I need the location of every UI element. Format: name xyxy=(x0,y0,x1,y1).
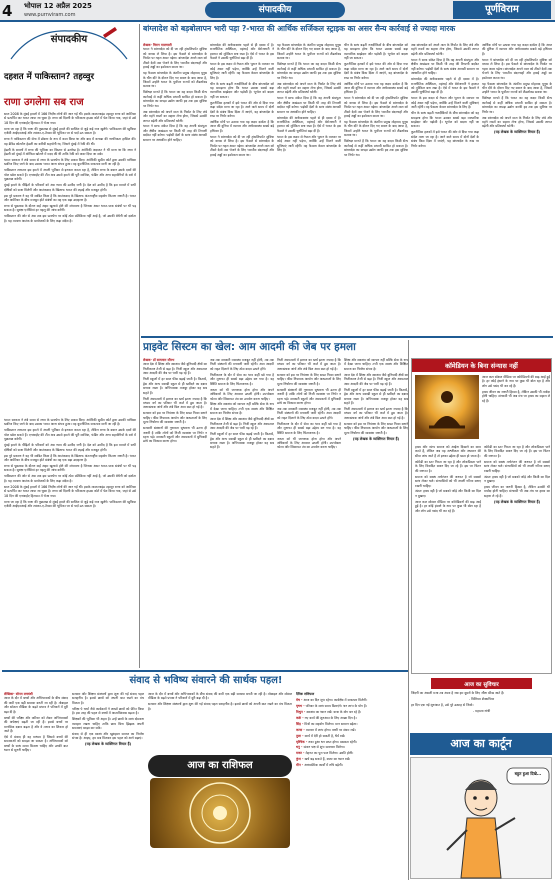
private-col-1 xyxy=(143,358,207,668)
paragraph: कूटनीतिक हलकों में इसे भारत की ओर से दिया गया कड़ा संदेश माना जा रहा है। आने वाले समय में दोनों देशों के संबंध किस दिशा में जाएंगे, यह बांग्लादेश के रुख पर निर्भर करेगा। xyxy=(210,100,274,119)
paragraph: साल 2008 के मुंबई हमलों में 166 निर्दोष लोगों की जान गई थी। इसके मास्टरमाइंड तहव्वुर राणा को अमेरिका से प्रत्यर्पित कर भारत लाया जा चुका है। राणा को दिल्ली के पटियाला हाउस कोर्ट में पेश किया गया, जहां से उसे 18 दिन की एनआईए हिरासत में भेजा गया। xyxy=(4,112,136,125)
thought-author-2: - महात्मा गांधी xyxy=(472,708,491,713)
paragraph: यह फैसला बांग्लादेश के अंतरिम प्रमुख मोहम्मद यूनुस के चीन दौरे के दौरान दिए गए बयान के बाद आया है, जिसमें उन्होंने भारत के पूर्वोत्तर राज्यों को लैंडलॉक्ड बताया था। xyxy=(344,120,408,138)
paragraph: भारत के इस कदम से नेपाल और भूटान के व्यापार पर कोई असर नहीं पड़ेगा, क्योंकि उन्हें मिलने वाली सुविधाएं जारी रहेंगी। यह फैसला केवल बांग्लादेश के लिए है। xyxy=(210,62,274,80)
paragraph: भारत सरकार ने लंबे समय से राणा के प्रत्यर्पण के लिए प्रयास किए। अमेरिकी सुप्रीम कोर्ट द्वारा उसकी याचिका खारिज किए जाने के बाद उसका भारत आना संभव हुआ। यह कूटनीतिक सफलता मानी जा रही है। xyxy=(4,157,136,167)
rashi-item: मकर - मेहनत का पूरा फल मिलेगा। उन्नति होगी। xyxy=(296,751,354,756)
section-divider xyxy=(2,670,408,672)
paragraph: पाकिस्तान की ओर से अब तक इस प्रत्यर्पण पर कोई ठोस प्रतिक्रिया नहीं आई है, जो उसकी बेचैनी को दर्शाता है। यह मामला आतंक के प्रायोजकों के लिए कड़ा संदेश है। xyxy=(4,214,136,223)
paragraph: भारत ने साफ संकेत दिया है कि वह अपनी संप्रभुता और क्षेत्रीय अखंडता पर किसी भी तरह की टिप्पणी बर्दाश्त नहीं करेगा। पड़ोसी देशों के साथ संबंध आपसी सम्मान पर आधारित होने चाहिए। xyxy=(277,96,341,114)
paragraph: शिक्षा और स्वास्थ्य को व्यापार नहीं बल्कि सेवा के रूप में देखा जाना चाहिए। तभी एक स्वस्थ और शिक्षित समाज का निर्माण संभव है। xyxy=(210,402,274,416)
thought-text: जिंदगी का असली मजा तब आता है जब हम दूसरों के लिए जीना सीख जाते हैं। xyxy=(411,691,505,695)
paragraph: मुंबई हमले के पीड़ितों के परिवारों को अब न्याय की उम्मीद जगी है। देश को उम्मीद है कि इस मामले में सभी दोषियों को सजा मिलेगी और आतंकवाद के खिलाफ भारत की लड़ाई और मजबूत होगी। xyxy=(4,443,136,452)
paragraph: ऐसे में संवाद ही वह माध्यम है जिससे बच्चों की समस्याओं को समझा जा सकता है। अभिभावकों को बच्चों के साथ समय बिताना चाहिए और उनकी बात ध्यान से सुननी चाहिए। xyxy=(4,734,68,753)
paragraph: आज देश में शिक्षा और स्वास्थ्य जैसे बुनियादी क्षेत्रों का निजीकरण तेजी से बढ़ा है। निजी स्कूल और अस्पताल आम आदमी की जेब पर भारी पड़ रहे हैं। xyxy=(143,362,207,376)
paragraph: भारत के इस कदम से नेपाल और भूटान के व्यापार पर कोई असर नहीं पड़ेगा, क्योंकि उन्हें मिलने वाली सुविधाएं जारी रहेंगी। यह फैसला केवल बांग्लादेश के लिए है। xyxy=(411,96,479,110)
rashi-item: मीन - आध्यात्मिक कार्यों में रुचि बढ़ेगी। xyxy=(296,763,343,768)
paragraph: बांग्लादेश की अर्थव्यवस्था पहले से ही दबाव में है। राजनीतिक अस्थिरता, महंगाई और बेरोजगारी ने हालात को मुश्किल बना रखा है। ऐसे में भारत के इस फैसले ने उसकी चुनौतियां बढ़ा दी हैं। xyxy=(411,77,479,95)
bangladesh-headline xyxy=(143,24,553,42)
paragraph: बच्चों की परीक्षा और करियर को लेकर अभिभावकों की अपेक्षाएं बढ़ती जा रही हैं। इससे बच्चों पर मानसिक दबाव बढ़ता है और वे तनाव का शिकार हो जाते हैं। xyxy=(4,715,68,733)
private-headline-text: प्राइवेट सिस्टम का खेल: आम आदमी की जेब पर हमला xyxy=(143,341,356,353)
bangladesh-byline: लेखक- विराग मालवाली xyxy=(143,43,172,47)
bangladesh-headline-text: बांग्लादेश को बड़बोलापन भारी पड़ा ?-भारत की आर्थिक सर्जिकल स्ट्राइक का असर सैन्य कार्रवाई से ज्यादा मारक xyxy=(143,24,456,33)
paragraph: आज देश में शिक्षा और स्वास्थ्य जैसे बुनियादी क्षेत्रों का निजीकरण तेजी से बढ़ा है। निजी स्कूल और अस्पताल आम आदमी की जेब पर भारी पड़ रहे हैं। xyxy=(344,372,408,386)
rashi-item: सिंह - मित्रों का सहयोग मिलेगा। मान सम्मान बढ़ेगा। xyxy=(296,721,358,726)
paragraph: आर्थिक मोर्चे पर उठाया गया यह कदम दर्शाता है कि आज की दुनिया में व्यापार और अर्थव्यवस्था सबसे बड़े हथियार हैं। xyxy=(482,43,552,56)
paragraph: सरकार को इस पर नियंत्रण के लिए सख्त नियम बनाने चाहिए। फीस नियामक आयोग और अस्पतालों के लिए मूल्य निर्धारण की व्यवस्था जरूरी है। xyxy=(143,411,207,425)
editorial-logo-text: संपादकीय xyxy=(50,34,88,45)
private-col-2 xyxy=(210,358,274,668)
masthead xyxy=(0,0,555,22)
paragraph: निजीकरण के दौर में सेवा का भाव कहीं खो गया है और मुनाफा ही सबसे बड़ा उद्देश्य बन गया है। यह स्थिति समाज के लिए चिंताजनक है। xyxy=(210,372,274,386)
thought-title: आज का सुविचार xyxy=(431,678,532,689)
thought-text-2: हर दिन एक नई शुरुआत है, उसे पूरे उत्साह से जियो। xyxy=(411,702,474,707)
paragraph: कॉमेडी का स्तर गिरता जा रहा है और लोकप्रियता पाने के लिए विवादित बयान दिए जा रहे हैं। इस पर चिंतन की जरूरत है। xyxy=(415,459,481,473)
meditation-image xyxy=(415,375,479,439)
bangladesh-col-4 xyxy=(344,43,408,335)
paragraph: अब बांग्लादेश को अपने माल के निर्यात के लिए लंबे और महंगे रास्तों का सहारा लेना होगा, जिससे उसकी लागत बढ़ेगी और प्रतिस्पर्धा घटेगी। xyxy=(143,109,207,123)
author-note: (यह लेखक के व्यक्तिगत विचार हैं) xyxy=(84,742,132,747)
rashi-item: वृषभ - परिवार के साथ समय बिताएंगे। धन लाभ के योग हैं। xyxy=(296,703,367,708)
paragraph: पाकिस्तान की ओर से अब तक इस प्रत्यर्पण पर कोई ठोस प्रतिक्रिया नहीं आई है, जो उसकी बेचैनी को दर्शाता है। यह मामला आतंक के प्रायोजकों के लिए कड़ा संदेश है। xyxy=(4,474,136,483)
paragraph: अब बांग्लादेश को अपने माल के निर्यात के लिए लंबे और महंगे रास्तों का सहारा लेना होगा, जिससे उसकी लागत बढ़ेगी और प्रतिस्पर्धा घटेगी। xyxy=(411,43,479,56)
rashi-item: कन्या - व्यापार में लाभ होगा। वाणी पर संयम रखें। xyxy=(296,727,356,732)
comedian-intro xyxy=(482,375,550,443)
rashi-item: तुला - कार्य में देरी हो सकती है, धैर्य रखें। xyxy=(296,733,346,738)
left-article-body-continued xyxy=(4,418,136,666)
paragraph: आज के दौर में बच्चों और अभिभावकों के बीच संवाद की कमी एक बड़ी समस्या बनती जा रही है। मोबाइल और सोशल मीडिया के बढ़ते प्रभाव ने परिवारों में दूरी बढ़ा दी है। xyxy=(148,692,292,701)
newspaper-logo: पूर्णविराम xyxy=(453,1,551,19)
paragraph: चीन के साथ बढ़ती नजदीकियों के बीच बांग्लादेश को यह समझना होगा कि भारत उसका सबसे बड़ा व्यापारिक साझेदार और पड़ोसी है। भूगोल को बदला नहीं जा सकता। xyxy=(344,43,408,61)
paragraph: जब तक सरकारी व्यवस्था मजबूत नहीं होगी, तब तक निजी संस्थानों की मनमानी जारी रहेगी। आम आदमी को राहत दिलाने के लिए ठोस कदम उठाने होंगे। xyxy=(277,406,341,420)
paragraph: निजी अस्पतालों में इलाज का खर्च इतना ज्यादा है कि मध्यम वर्ग का परिवार भी कर्ज में डूब जाता है। अनावश्यक जांचें और लंबे बिल आम बात हो गई है। xyxy=(344,406,408,420)
paragraph: निजी अस्पतालों में इलाज का खर्च इतना ज्यादा है कि मध्यम वर्ग का परिवार भी कर्ज में डूब जाता है। अनावश्यक जांचें और लंबे बिल आम बात हो गई है। xyxy=(143,396,207,410)
rashi-item: वृश्चिक - रुका हुआ धन प्राप्त होगा। प्रसन्नता रहेगी। xyxy=(296,739,357,744)
comedian-col-1 xyxy=(415,445,481,671)
meditating-figure-icon xyxy=(415,375,479,439)
paragraph: भारत सरकार ने लंबे समय से राणा के प्रत्यर्पण के लिए प्रयास किए। अमेरिकी सुप्रीम कोर्ट द्वारा उसकी याचिका खारिज किए जाने के बाद उसका भारत आना संभव हुआ। यह कूटनीतिक सफलता मानी जा रही है। xyxy=(4,418,136,427)
dialog-byline: लेखिका- सोनम लववंशी xyxy=(4,692,33,696)
author-note: (यह लेखक के व्यक्तिगत विचार हैं) xyxy=(493,499,541,504)
paragraph: हास्य जीवन का जरूरी हिस्सा है, लेकिन उसकी भी मर्यादा होनी चाहिए। संन्यासी भी अब मंच पर हास्य का सहारा ले रहे हैं। xyxy=(482,389,550,403)
paragraph: भारत ने बांग्लादेश को दी जा रही ट्रांसशिपमेंट सुविधा को वापस ले लिया है। इस फैसले से बांग्लादेश के निर्यात पर गहरा असर पड़ेगा। बांग्लादेश अपने माल को तीसरे देशों तक भेजने के लिए भारतीय बंदरगाहों और हवाई अड्डों का इस्तेमाल करता था। xyxy=(344,96,408,119)
paragraph: चीन के साथ बढ़ती नजदीकियों के बीच बांग्लादेश को यह समझना होगा कि भारत उसका सबसे बड़ा व्यापारिक साझेदार और पड़ोसी है। भूगोल को बदला नहीं जा सकता। xyxy=(411,111,479,129)
paragraph: कूटनीतिक हलकों में इसे भारत की ओर से दिया गया कड़ा संदेश माना जा रहा है। आने वाले समय में दोनों देशों के संबंध किस दिशा में जाएंगे, यह बांग्लादेश के रुख पर निर्भर करेगा। xyxy=(411,130,479,148)
paragraph: बांग्लादेश की अर्थव्यवस्था पहले से ही दबाव में है। राजनीतिक अस्थिरता, महंगाई और बेरोजगारी ने हालात को मुश्किल बना रखा है। ऐसे में भारत के इस फैसले ने उसकी चुनौतियां बढ़ा दी हैं। xyxy=(277,115,341,133)
private-col-4 xyxy=(344,358,408,668)
paragraph: आज कल सोशल मीडिया पर कॉमेडियनों की बाढ़ आई हुई है। हर कोई हंसाने के नाम पर कुछ भी बोल रहा है और लोग उसे पसंद भी कर रहे हैं। xyxy=(415,499,481,513)
paragraph: यह फैसला बांग्लादेश के अंतरिम प्रमुख मोहम्मद यूनुस के चीन दौरे के दौरान दिए गए बयान के बाद आया है, जिसमें उन्होंने भारत के पूर्वोत्तर राज्यों को लैंडलॉक्ड बताया था। xyxy=(482,81,552,95)
paragraph: भारत ने बांग्लादेश को दी जा रही ट्रांसशिपमेंट सुविधा को वापस ले लिया है। इस फैसले से बांग्लादेश के निर्यात पर गहरा असर पड़ेगा। बांग्लादेश अपने माल को तीसरे देशों तक भेजने के लिए भारतीय बंदरगाहों और हवाई अड्डों का इस्तेमाल करता था। xyxy=(482,57,552,80)
paragraph: निजी अस्पतालों में इलाज का खर्च इतना ज्यादा है कि मध्यम वर्ग का परिवार भी कर्ज में डूब जाता है। अनावश्यक जांचें और लंबे बिल आम बात हो गई है। xyxy=(277,358,341,371)
paragraph: आज कल सोशल मीडिया पर कॉमेडियनों की बाढ़ आई हुई है। हर कोई हंसाने के नाम पर कुछ भी बोल रहा है और लोग उसे पसंद भी कर रहे हैं। xyxy=(482,375,550,388)
bangladesh-col-2 xyxy=(210,43,274,335)
editorial-logo xyxy=(3,25,135,65)
paragraph: जनता को भी जागरूक होना होगा और अपने अधिकारों के लिए आवाज उठानी होगी। उपभोक्ता फोरम और शिकायत तंत्र का उपयोग करना चाहिए। xyxy=(277,436,341,450)
paragraph: पाकिस्तान लगातार इस हमले में अपनी भूमिका से इनकार करता रहा है, लेकिन राणा के बयान उसके दावों की पोल खोल सकते हैं। एनआईए की टीम अब उससे हमले की पूरी साजिश, फंडिंग और अन्य सहयोगियों के बारे में पूछताछ करेगी। xyxy=(4,168,136,182)
paragraph: माना जा रहा है कि राणा की पूछताछ से मुंबई हमले की साजिश से जुड़े कई राज खुलेंगे। पाकिस्तान की खुफिया एजेंसी आईएसआई और लश्कर-ए-तैयबा की भूमिका पर से पर्दा उठ सकता है। xyxy=(4,126,136,136)
issue-date: भोपाल 12 अप्रैल 2025 xyxy=(24,2,92,10)
paragraph: अब बांग्लादेश को अपने माल के निर्यात के लिए लंबे और महंगे रास्तों का सहारा लेना होगा, जिससे उसकी लागत बढ़ेगी और प्रतिस्पर्धा घटेगी। xyxy=(482,115,552,129)
comedian-title: कॉमेडियन के बिना संन्यास नहीं xyxy=(412,359,551,372)
dialog-col-3 xyxy=(148,692,292,752)
private-byline: लेखक- डॉ सत्यवान सौरभ xyxy=(143,358,175,362)
paragraph: सरकार और शिक्षण संस्थानों द्वारा शुरू की गई संवाद पहल सराहनीय है। इससे छात्रों को अपनी बात रखने का मंच मिलता है। xyxy=(148,702,292,711)
comedian-box xyxy=(411,358,552,674)
rashifal-list xyxy=(296,692,408,880)
cartoon-title: आज का कार्टून xyxy=(410,733,552,755)
paragraph: पाकिस्तान लगातार इस हमले में अपनी भूमिका से इनकार करता रहा है, लेकिन राणा के बयान उसके दावों की पोल खोल सकते हैं। एनआईए की टीम अब उससे हमले की पूरी साजिश, फंडिंग और अन्य सहयोगियों के बारे में पूछताछ करेगी। xyxy=(4,428,136,442)
bangladesh-col-5 xyxy=(411,43,479,335)
paragraph: आर्थिक मोर्चे पर उठाया गया यह कदम दर्शाता है कि आज की दुनिया में व्यापार और अर्थव्यवस्था सबसे बड़े हथियार हैं। xyxy=(344,81,408,95)
paragraph: जनता को भी जागरूक होना होगा और अपने अधिकारों के लिए आवाज उठानी होगी। उपभोक्ता फोरम और शिकायत तंत्र का उपयोग करना चाहिए। xyxy=(210,387,274,401)
column-divider xyxy=(139,24,140,668)
author-note: (यह लेखक के व्यक्तिगत विचार हैं) xyxy=(352,436,400,441)
paragraph: हास्य और व्यंग्य समाज को आईना दिखाने का काम करते हैं, लेकिन जब यह अश्लीलता और अपमान की सीमा लांघ जाते हैं तो इनका उद्देश्य ही खत्म हो जाता है। xyxy=(415,445,481,458)
left-article-body xyxy=(4,112,136,418)
website-url[interactable]: www.purnviram.com xyxy=(24,12,76,18)
paragraph: विशेषज्ञ मानते हैं कि भारत का यह कदम किसी सैन्य कार्रवाई से कहीं अधिक प्रभावी साबित हो सकता है। बांग्लादेश का कपड़ा उद्योग काफी हद तक इस सुविधा पर निर्भर था। xyxy=(143,90,207,108)
cartoon-caption: बहुत हुआ दिखे... xyxy=(514,771,542,776)
dialog-headline xyxy=(4,674,408,690)
rashi-item: धनु - संतान पक्ष से शुभ समाचार मिलेगा। xyxy=(296,745,345,750)
bangladesh-col-3 xyxy=(277,43,341,335)
paragraph: सरकारी संस्थानों की गुणवत्ता सुधारना भी उतना ही जरूरी है ताकि लोगों को निजी व्यवस्था पर निर्भर न रहना पड़े। सरकारी स्कूलों और अस्पतालों में बुनियादी ढांचे का विकास करना होगा। xyxy=(277,387,341,405)
paragraph: अब बांग्लादेश को अपने माल के निर्यात के लिए लंबे और महंगे रास्तों का सहारा लेना होगा, जिससे उसकी लागत बढ़ेगी और प्रतिस्पर्धा घटेगी। xyxy=(277,81,341,95)
private-headline xyxy=(143,340,553,356)
paragraph: इस पूरे प्रकरण ने यह भी साबित किया है कि आतंकवाद के खिलाफ अंतरराष्ट्रीय सहयोग कितना जरूरी है। भारत और अमेरिका के बीच मजबूत होते संबंधों का यह एक बड़ा उदाहरण है। xyxy=(4,193,136,202)
paragraph: राणा ने पाकिस्तान की सेना में डॉक्टर के रूप में काम किया था और बाद में कनाडा की नागरिकता हासिल की। वह डेविड कोलमैन हेडली का करीबी सहयोगी था, जिसने मुंबई में रेकी की थी। xyxy=(4,137,136,146)
paragraph: कॉमेडी का स्तर गिरता जा रहा है और लोकप्रियता पाने के लिए विवादित बयान दिए जा रहे हैं। इस पर चिंतन की जरूरत है। xyxy=(484,445,550,458)
dialog-headline-text: संवाद से भविष्य संवारने की सार्थक पहल! xyxy=(129,675,283,686)
paragraph: निजीकरण के दौर में सेवा का भाव कहीं खो गया है और मुनाफा ही सबसे बड़ा उद्देश्य बन गया है। यह स्थिति समाज के लिए चिंताजनक है। xyxy=(277,421,341,435)
paragraph: विशेषज्ञ मानते हैं कि भारत का यह कदम किसी सैन्य कार्रवाई से कहीं अधिक प्रभावी साबित हो सकता है। बांग्लादेश का कपड़ा उद्योग काफी हद तक इस सुविधा पर निर्भर था। xyxy=(482,96,552,114)
cartoon-image xyxy=(410,757,552,879)
paragraph: विशेषज्ञ मानते हैं कि भारत का यह कदम किसी सैन्य कार्रवाई से कहीं अधिक प्रभावी साबित हो सकता है। बांग्लादेश का कपड़ा उद्योग काफी हद तक इस सुविधा पर निर्भर था। xyxy=(277,62,341,80)
paragraph: भारत के इस कदम से नेपाल और भूटान के व्यापार पर कोई असर नहीं पड़ेगा, क्योंकि उन्हें मिलने वाली सुविधाएं जारी रहेंगी। यह फैसला केवल बांग्लादेश के लिए है। xyxy=(277,134,341,153)
left-headline-2: राणा उगलेगा सब राज xyxy=(4,97,84,108)
rashi-item: मेष - आज का दिन शुभ रहेगा। कार्यक्षेत्र में सफलता मिलेगी। xyxy=(296,697,368,702)
column-divider xyxy=(408,340,409,880)
zodiac-wheel-image xyxy=(150,778,290,848)
author-note: (यह लेखक के व्यक्तिगत विचार हैं) xyxy=(493,130,541,135)
paragraph: सरकार को इस पर नियंत्रण के लिए सख्त नियम बनाने चाहिए। फीस नियामक आयोग और अस्पतालों के लिए मूल्य निर्धारण की व्यवस्था जरूरी है। xyxy=(277,372,341,386)
rashi-item: कर्क - नए कार्य की शुरुआत के लिए अच्छा दिन है। xyxy=(296,715,357,720)
paragraph: इस पूरे प्रकरण ने यह भी साबित किया है कि आतंकवाद के खिलाफ अंतरराष्ट्रीय सहयोग कितना जरूरी है। भारत और अमेरिका के बीच मजबूत होते संबंधों का यह एक बड़ा उदाहरण है। xyxy=(4,453,136,462)
page-number: 4 xyxy=(2,2,13,20)
paragraph: समाज को स्वस्थ मनोरंजन की जरूरत है जो सबको साथ लेकर चले। संन्यासियों को भी अपनी गरिमा बनाए रखनी चाहिए। xyxy=(484,459,550,473)
paragraph: निजी स्कूलों में हर साल फीस बढ़ाई जाती है। किताबें, ड्रेस और अन्य सामग्री स्कूल से ही खरीदने का दबाव बनाया जाता है। अभिभावक मजबूर होकर यह सब सहते हैं। xyxy=(143,377,207,395)
rashifal-banner: आज का राशिफल xyxy=(148,755,292,777)
paragraph: भारत ने साफ संकेत दिया है कि वह अपनी संप्रभुता और क्षेत्रीय अखंडता पर किसी भी तरह की टिप्पणी बर्दाश्त नहीं करेगा। पड़ोसी देशों के साथ संबंध आपसी सम्मान पर आधारित होने चाहिए। xyxy=(143,124,207,142)
paragraph: हेडली के बयानों में राणा की भूमिका का विस्तार से उल्लेख है। अमेरिकी अदालत ने भी माना था कि राणा ने हेडली को मुंबई में ऑफिस खोलने में मदद की थी ताकि रेकी को कवर दिया जा सके। xyxy=(4,147,136,156)
paragraph: यह फैसला बांग्लादेश के अंतरिम प्रमुख मोहम्मद यूनुस के चीन दौरे के दौरान दिए गए बयान के बाद आया है, जिसमें उन्होंने भारत के पूर्वोत्तर राज्यों को लैंडलॉक्ड बताया था। xyxy=(277,43,341,61)
rashifal-intro: दैनिक राशिफल xyxy=(296,692,315,696)
paragraph: समाज को स्वस्थ मनोरंजन की जरूरत है जो सबको साथ लेकर चले। संन्यासियों को भी अपनी गरिमा बनाए रखनी चाहिए। xyxy=(415,474,481,488)
paragraph: चीन के साथ बढ़ती नजदीकियों के बीच बांग्लादेश को यह समझना होगा कि भारत उसका सबसे बड़ा व्यापारिक साझेदार और पड़ोसी है। भूगोल को बदला नहीं जा सकता। xyxy=(210,81,274,99)
paragraph: आर्थिक मोर्चे पर उठाया गया यह कदम दर्शाता है कि आज की दुनिया में व्यापार और अर्थव्यवस्था सबसे बड़े हथियार हैं। xyxy=(210,120,274,133)
paragraph: परीक्षा पे चर्चा जैसे कार्यक्रमों ने लाखों छात्रों को प्रेरित किया है। इस तरह की पहल से बच्चों में आत्मविश्वास बढ़ता है। xyxy=(72,706,144,716)
paragraph: शिक्षा और स्वास्थ्य को व्यापार नहीं बल्कि सेवा के रूप में देखा जाना चाहिए। तभी एक स्वस्थ और शिक्षित समाज का निर्माण संभव है। xyxy=(344,358,408,371)
paragraph: सरकार और शिक्षण संस्थानों द्वारा शुरू की गई संवाद पहल सराहनीय है। इससे छात्रों को अपनी बात रखने का मंच मिलता है। xyxy=(72,692,144,705)
paragraph: कूटनीतिक हलकों में इसे भारत की ओर से दिया गया कड़ा संदेश माना जा रहा है। आने वाले समय में दोनों देशों के संबंध किस दिशा में जाएंगे, यह बांग्लादेश के रुख पर निर्भर करेगा। xyxy=(344,62,408,80)
rashi-item: मिथुन - स्वास्थ्य का ध्यान रखें। यात्रा के योग बन रहे हैं। xyxy=(296,709,362,714)
dialog-col-1 xyxy=(4,692,68,880)
paragraph: राणा से पूछताछ के दौरान कई अहम खुलासे होने की संभावना है जिनका असर भारत-पाक संबंधों पर भी पड़ सकता है। सुरक्षा एजेंसियां हर पहलू की जांच करेंगी। xyxy=(4,203,136,213)
paragraph: यह फैसला बांग्लादेश के अंतरिम प्रमुख मोहम्मद यूनुस के चीन दौरे के दौरान दिए गए बयान के बाद आया है, जिसमें उन्होंने भारत के पूर्वोत्तर राज्यों को लैंडलॉक्ड बताया था। xyxy=(143,71,207,89)
thought-box xyxy=(411,678,552,730)
paragraph: मुंबई हमले के पीड़ितों के परिवारों को अब न्याय की उम्मीद जगी है। देश को उम्मीद है कि इस मामले में सभी दोषियों को सजा मिलेगी और आतंकवाद के खिलाफ भारत की लड़ाई और मजबूत होगी। xyxy=(4,183,136,192)
section-divider xyxy=(141,336,553,338)
thought-author: - विलियम शेक्सपियर xyxy=(468,696,495,701)
paragraph: आज के दौर में बच्चों और अभिभावकों के बीच संवाद की कमी एक बड़ी समस्या बनती जा रही है। मोबाइल और सोशल मीडिया के बढ़ते प्रभाव ने परिवारों में दूरी बढ़ा दी है। xyxy=(4,696,68,714)
paragraph: सरकार को इस पर नियंत्रण के लिए सख्त नियम बनाने चाहिए। फीस नियामक आयोग और अस्पतालों के लिए मूल्य निर्धारण की व्यवस्था जरूरी है। xyxy=(344,421,408,435)
paragraph: विशेषज्ञ मानते हैं कि भारत का यह कदम किसी सैन्य कार्रवाई से कहीं अधिक प्रभावी साबित हो सकता है। बांग्लादेश का कपड़ा उद्योग काफी हद तक इस सुविधा पर निर्भर था। xyxy=(344,139,408,157)
private-col-3 xyxy=(277,358,341,668)
paragraph: शिक्षकों की भूमिका भी अहम है। उन्हें छात्रों के साथ दोस्ताना व्यवहार रखना चाहिए ताकि छात्र बिना झिझक अपनी समस्याएं साझा कर सकें। xyxy=(72,717,144,731)
paragraph: बांग्लादेश की अर्थव्यवस्था पहले से ही दबाव में है। राजनीतिक अस्थिरता, महंगाई और बेरोजगारी ने हालात को मुश्किल बना रखा है। ऐसे में भारत के इस फैसले ने उसकी चुनौतियां बढ़ा दी हैं। xyxy=(210,43,274,61)
bangladesh-col-1 xyxy=(143,43,207,335)
paragraph: सरकारी संस्थानों की गुणवत्ता सुधारना भी उतना ही जरूरी है ताकि लोगों को निजी व्यवस्था पर निर्भर न रहना पड़े। सरकारी स्कूलों और अस्पतालों में बुनियादी ढांचे का विकास करना होगा। xyxy=(143,426,207,444)
section-title: संपादकीय xyxy=(205,2,345,18)
bangladesh-col-6 xyxy=(482,43,552,335)
paragraph: हास्य जीवन का जरूरी हिस्सा है, लेकिन उसकी भी मर्यादा होनी चाहिए। संन्यासी भी अब मंच पर हास्य का सहारा ले रहे हैं। xyxy=(484,485,550,498)
paragraph: निजी स्कूलों में हर साल फीस बढ़ाई जाती है। किताबें, ड्रेस और अन्य सामग्री स्कूल से ही खरीदने का दबाव बनाया जाता है। अभिभावक मजबूर होकर यह सब सहते हैं। xyxy=(210,432,274,450)
zodiac-wheel-icon xyxy=(150,778,290,848)
paragraph: माना जा रहा है कि राणा की पूछताछ से मुंबई हमले की साजिश से जुड़े कई राज खुलेंगे। पाकिस्तान की खुफिया एजेंसी आईएसआई और लश्कर-ए-तैयबा की भूमिका पर से पर्दा उठ सकता है। xyxy=(4,499,136,508)
paragraph: भारत ने बांग्लादेश को दी जा रही ट्रांसशिपमेंट सुविधा को वापस ले लिया है। इस फैसले से बांग्लादेश के निर्यात पर गहरा असर पड़ेगा। बांग्लादेश अपने माल को तीसरे देशों तक भेजने के लिए भारतीय बंदरगाहों और हवाई अड्डों का इस्तेमाल करता था। xyxy=(210,134,274,157)
paragraph: अंततः हास्य वही है जो सबको जोड़े और किसी का दिल न दुखाए। xyxy=(415,489,481,498)
comedian-col-2 xyxy=(484,445,550,671)
left-headline-1: दहशत में पाकिस्तान? तहव्वुर xyxy=(4,72,94,82)
paragraph: राणा से पूछताछ के दौरान कई अहम खुलासे होने की संभावना है जिनका असर भारत-पाक संबंधों पर भी पड़ सकता है। सुरक्षा एजेंसियां हर पहलू की जांच करेंगी। xyxy=(4,463,136,473)
paragraph: साल 2008 के मुंबई हमलों में 166 निर्दोष लोगों की जान गई थी। इसके मास्टरमाइंड तहव्वुर राणा को अमेरिका से प्रत्यर्पित कर भारत लाया जा चुका है। राणा को दिल्ली के पटियाला हाउस कोर्ट में पेश किया गया, जहां से उसे 18 दिन की एनआईए हिरासत में भेजा गया। xyxy=(4,484,136,498)
paragraph: भारत ने साफ संकेत दिया है कि वह अपनी संप्रभुता और क्षेत्रीय अखंडता पर किसी भी तरह की टिप्पणी बर्दाश्त नहीं करेगा। पड़ोसी देशों के साथ संबंध आपसी सम्मान पर आधारित होने चाहिए। xyxy=(411,57,479,76)
paragraph: निजी स्कूलों में हर साल फीस बढ़ाई जाती है। किताबें, ड्रेस और अन्य सामग्री स्कूल से ही खरीदने का दबाव बनाया जाता है। अभिभावक मजबूर होकर यह सब सहते हैं। xyxy=(344,387,408,405)
rashi-item: कुंभ - खर्च बढ़ सकते हैं, बजट का ध्यान रखें। xyxy=(296,757,351,762)
paragraph: भारत ने बांग्लादेश को दी जा रही ट्रांसशिपमेंट सुविधा को वापस ले लिया है। इस फैसले से बांग्लादेश के निर्यात पर गहरा असर पड़ेगा। बांग्लादेश अपने माल को तीसरे देशों तक भेजने के लिए भारतीय बंदरगाहों और हवाई अड्डों का इस्तेमाल करता था। xyxy=(143,47,207,70)
paragraph: संवाद से ही एक स्वस्थ और खुशहाल समाज का निर्माण संभव है। आइए, हम सब मिलकर इस पहल को आगे बढ़ाएं। xyxy=(72,732,144,741)
dialog-col-2 xyxy=(72,692,144,880)
paragraph: अंततः हास्य वही है जो सबको जोड़े और किसी का दिल न दुखाए। xyxy=(484,474,550,484)
paragraph: आज देश में शिक्षा और स्वास्थ्य जैसे बुनियादी क्षेत्रों का निजीकरण तेजी से बढ़ा है। निजी स्कूल और अस्पताल आम आदमी की जेब पर भारी पड़ रहे हैं। xyxy=(210,417,274,431)
paragraph: जब तक सरकारी व्यवस्था मजबूत नहीं होगी, तब तक निजी संस्थानों की मनमानी जारी रहेगी। आम आदमी को राहत दिलाने के लिए ठोस कदम उठाने होंगे। xyxy=(210,358,274,371)
